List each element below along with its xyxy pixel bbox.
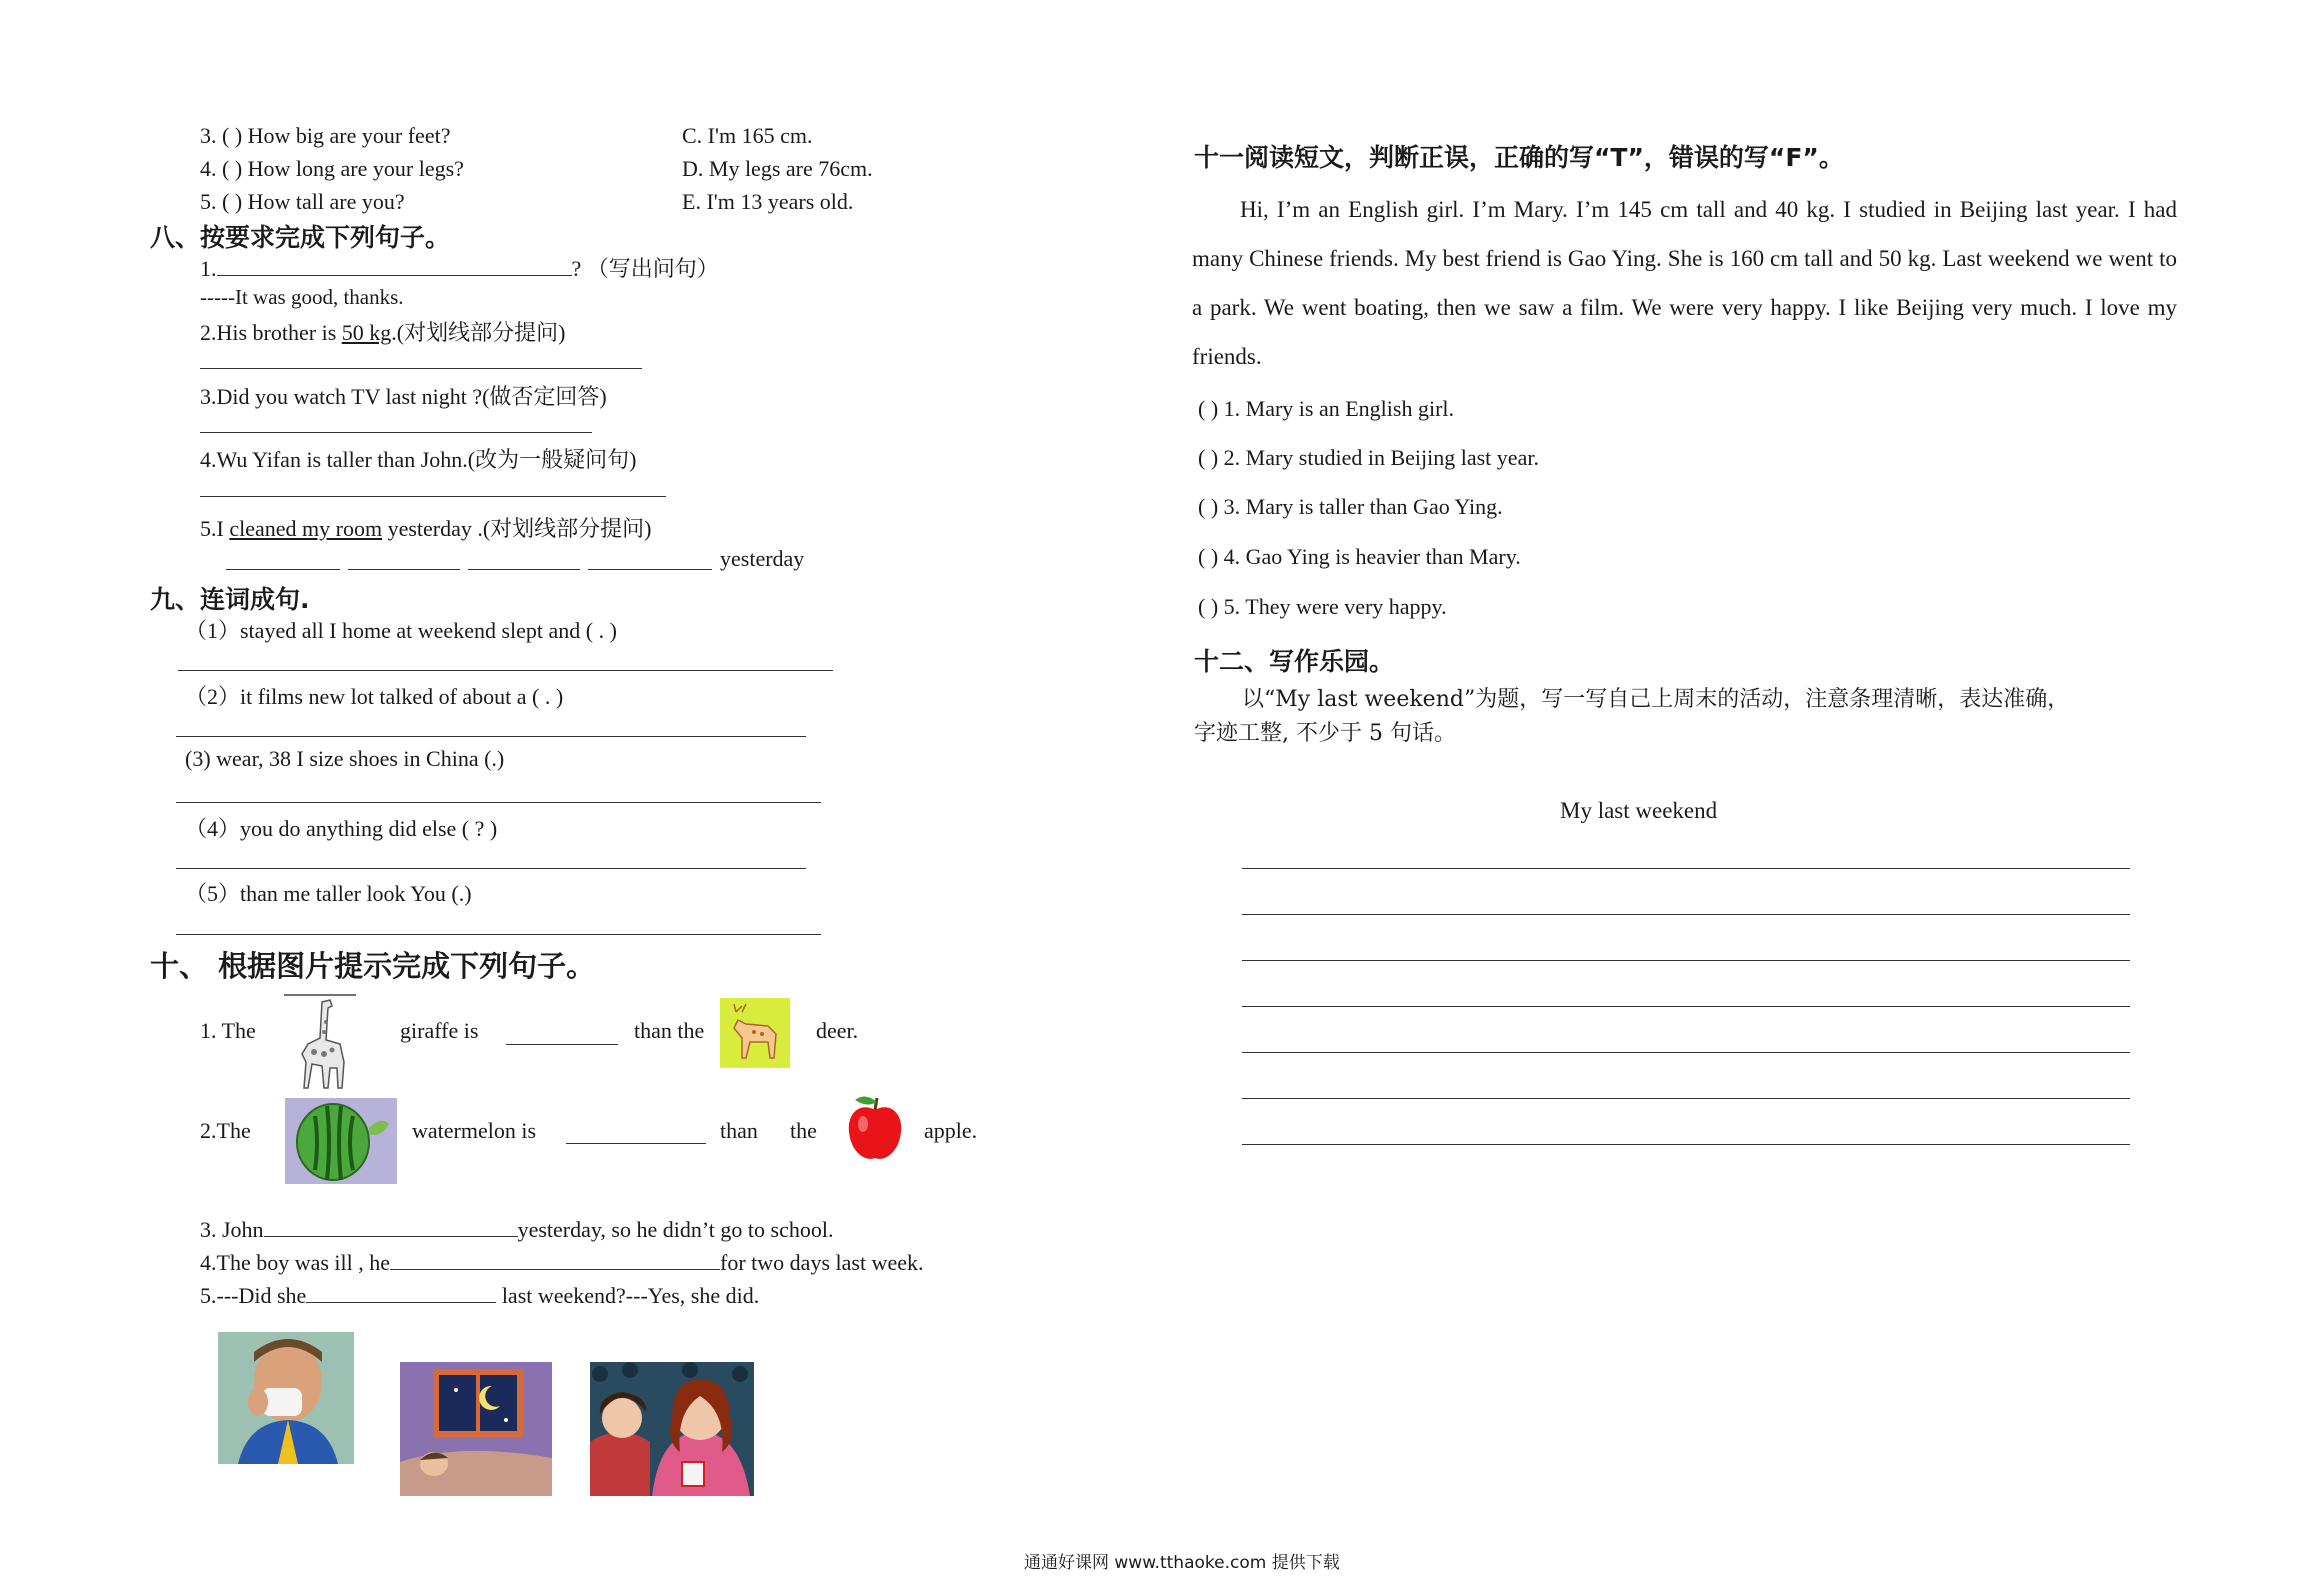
s9-answer-line[interactable] [176,802,821,803]
deer-icon [720,998,790,1068]
tf-paren[interactable]: ( ) [1198,544,1219,569]
s8-q5 [200,512,652,543]
reading-passage [1192,185,2177,381]
page-footer: 通通好课网 www.tthaoke.com 提供下载 [1024,1553,1340,1573]
tf-text: 4. Gao Ying is heavier than Mary. [1223,544,1521,569]
tf-paren[interactable]: ( ) [1198,396,1219,421]
essay-line[interactable] [1242,1098,2130,1099]
apple-icon [843,1092,907,1164]
s10-1-a: 1. The [200,1018,256,1043]
reading-passage-text: Hi, I’m an English girl. I’m Mary. I’m 145 cm tall and 40 kg. I studied in Beijing last year. I had many Chinese friends. My best friend is Gao Ying. She is 160 cm tall and 50 kg. Last weekend we went to a park. We went boating, then we saw a film. We were very happy. I like Beijing very much. I love my friends. [1192,197,2177,369]
s8-q1-reply: -----It was good, thanks. [200,285,404,309]
match-question: How big are your feet? [247,123,451,148]
essay-line[interactable] [1242,914,2130,915]
s10-4-b: for two days last week. [720,1250,924,1275]
match-paren[interactable]: ( ) [222,156,243,181]
tf-paren[interactable]: ( ) [1198,445,1219,470]
s9-item: （5）than me taller look You (.) [185,881,472,906]
s10-2-blank[interactable] [566,1143,706,1144]
s10-2-a: 2.The [200,1118,251,1143]
s10-2-e: apple. [924,1118,978,1143]
s9-answer-line[interactable] [178,670,833,671]
s10-1-d: deer. [816,1018,859,1043]
match-paren[interactable]: ( ) [222,189,243,214]
s8-q4-answer-line[interactable] [200,496,666,497]
essay-title: My last weekend [1560,798,1718,823]
s10-1-b: giraffe is [400,1018,479,1043]
match-answer: E. I'm 13 years old. [682,189,854,214]
s10-2-b: watermelon is [412,1118,537,1143]
tf-text: 1. Mary is an English girl. [1223,396,1455,421]
match-answer: C. I'm 165 cm. [682,123,813,148]
writing-prompt-line-1: 以“My last weekend”为题，写一写自己上周末的活动，注意条理清晰，表达准确， [1242,687,2070,712]
s9-item: （4）you do anything did else ( ? ) [185,816,498,841]
s8-q5-end: yesterday [720,546,805,571]
match-question: How tall are you? [247,189,405,214]
s9-item: (3) wear, 38 I size shoes in China (.) [185,746,505,771]
tf-item [1198,445,1539,471]
match-num: 3. [200,123,217,148]
boy-sneezing-picture [218,1332,354,1464]
match-question: How long are your legs? [247,156,464,181]
giraffe-icon [282,992,358,1092]
essay-line[interactable] [1242,868,2130,869]
s10-5-b: last weekend?---Yes, she did. [501,1283,760,1308]
s8-q5-blank-2[interactable] [348,569,460,570]
s10-4-blank[interactable] [390,1249,720,1270]
essay-line[interactable] [1242,1006,2130,1007]
s9-item: （1）stayed all I home at weekend slept and ( . ) [185,618,617,643]
s9-answer-line[interactable] [176,934,821,935]
tf-item [1198,494,1503,520]
s9-item: （2）it films new lot talked of about a ( . ) [185,684,564,709]
s8-q1-mark: ? [571,256,582,281]
s8-q5-pre: 5.I [200,516,230,541]
s8-q4: 4.Wu Yifan is taller than John.(改为一般疑问句) [200,447,637,472]
essay-line[interactable] [1242,960,2130,961]
s10-5-blank[interactable] [306,1282,496,1303]
s8-q3: 3.Did you watch TV last night ?(做否定回答) [200,384,607,409]
s10-4 [200,1249,923,1276]
s8-q1 [200,252,719,283]
tf-text: 3. Mary is taller than Gao Ying. [1223,494,1503,519]
s8-q3-answer-line[interactable] [200,432,592,433]
s9-answer-line[interactable] [176,736,806,737]
tf-paren[interactable]: ( ) [1198,494,1219,519]
essay-line[interactable] [1242,1144,2130,1145]
s8-q5-blank-4[interactable] [588,569,712,570]
s8-q2-post: .(对划线部分提问) [391,320,566,345]
watermelon-icon [285,1098,397,1184]
section-9-title: 九、连词成句. [150,585,310,614]
s10-1-c: than the [634,1018,705,1043]
s10-3-b: yesterday, so he didn’t go to school. [517,1217,834,1242]
tf-paren[interactable]: ( ) [1198,594,1219,619]
tf-text: 2. Mary studied in Beijing last year. [1223,445,1539,470]
section-11-title: 十一阅读短文，判断正误，正确的写“T”，错误的写“F”。 [1194,143,1844,172]
tf-item [1198,594,1447,620]
match-answer: D. My legs are 76cm. [682,156,873,181]
s8-q5-blank-1[interactable] [226,569,340,570]
s10-3 [200,1216,833,1243]
s8-q5-underlined: cleaned my room [229,516,383,541]
s8-q5-post: yesterday .(对划线部分提问) [382,516,652,541]
s9-answer-line[interactable] [176,868,806,869]
essay-line[interactable] [1242,1052,2130,1053]
match-row [200,123,450,149]
s10-1-blank[interactable] [506,1044,618,1045]
s8-q1-num: 1. [200,256,217,281]
s10-5 [200,1282,759,1309]
s10-4-a: 4.The boy was ill , he [200,1250,391,1275]
match-row [200,156,464,182]
tf-text: 5. They were very happy. [1223,594,1447,619]
sleeping-child-picture [400,1362,552,1496]
section-10-title: 十、 根据图片提示完成下列句子。 [150,949,596,983]
s8-q5-blank-3[interactable] [468,569,580,570]
match-paren[interactable]: ( ) [222,123,243,148]
section-12-title: 十二、写作乐园。 [1194,647,1395,676]
match-row [200,189,405,215]
s8-q1-note: （写出问句） [586,256,719,281]
s10-3-blank[interactable] [264,1216,518,1237]
tf-item [1198,396,1454,422]
s10-3-a: 3. John [200,1217,264,1242]
s8-q2-pre: 2.His brother is [200,320,342,345]
match-num: 4. [200,156,217,181]
s8-q2-answer-line[interactable] [200,368,642,369]
s10-2-d: the [790,1118,817,1143]
s8-q2-underlined: 50 kg [341,320,392,345]
s10-5-a: 5.---Did she [200,1283,307,1308]
match-num: 5. [200,189,217,214]
s8-q1-blank[interactable] [217,255,572,276]
cinema-girls-picture [590,1362,754,1496]
s8-q2 [200,316,565,347]
section-8-title: 八、按要求完成下列句子。 [150,223,451,252]
writing-prompt-line-2: 字迹工整, 不少于 5 句话。 [1194,721,1456,746]
s10-2-c: than [720,1118,758,1143]
tf-item [1198,544,1521,570]
